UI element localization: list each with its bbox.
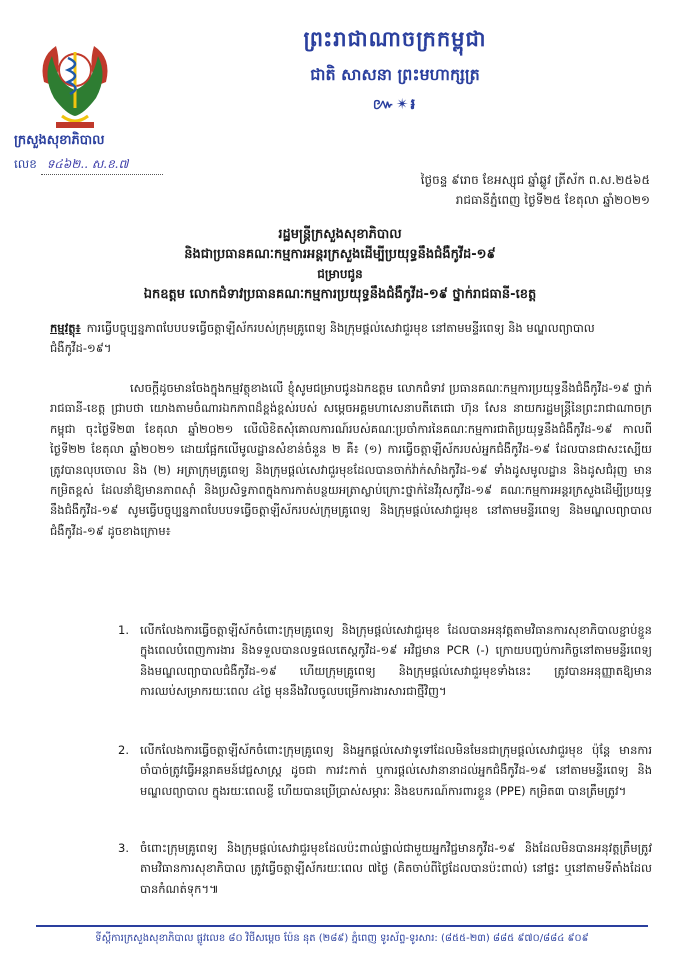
list-item-number: 3.	[118, 841, 129, 855]
subject-label: កម្មវត្ថុ៖	[50, 321, 81, 335]
recipient-title: ឯកឧត្តម លោកជំទាវប្រធានគណៈកម្មការប្រយុទ្ធនឹងជំងឺកូវីដ-១៩ ថ្នាក់រាជធានី-ខេត្ត	[143, 287, 537, 302]
reference-prefix: លេខ	[14, 157, 37, 171]
title-ornament: ៚✴៛	[372, 95, 418, 113]
subject-block	[50, 318, 650, 358]
reference-number: ទ៤៦២.. ស.ខ.៧	[41, 156, 163, 175]
subject-text: ការធ្វើបច្ចុប្បន្នភាពបែបបទធ្វើចត្តាឡីស័ករបស់ក្រុមគ្រូពេទ្យ និងក្រុមផ្តល់សេវាជួរមុខ នៅតាមមន្ទីរពេទ្យ និង មណ្ឌលព្យាបាលជំងឺកូវីដ-១៩។	[50, 321, 595, 355]
list-item-text: ចំពោះក្រុមគ្រូពេទ្យ និងក្រុមផ្តល់សេវាជួរមុខដែលប៉ះពាល់ផ្ទាល់ជាមួយអ្នកវិជ្ជមានកូវីដ-១៩ និងដែលមិនបានអនុវត្តត្រឹមត្រូវតាមវិធានការសុខាភិបាល ត្រូវធ្វើចត្តាឡីស័ករយៈពេល ៧ថ្ងៃ (គិតចាប់ពីថ្ងៃដែលបានប៉ះពាល់) នៅផ្ទះ ឬនៅតាមទីតាំងដែលបានកំណត់ទុក។៕	[140, 841, 652, 896]
footer-address: ទីស្តីការក្រសួងសុខាភិបាល ផ្លូវលេខ ៨០ វិថីសម្តេច ប៉ែន នុត (២៨៩) ភ្នំពេញ ទូរស័ព្ទ-ទូរសារ: (៨៥៥-២៣) ៨៨៥ ៩៧០/៨៨៤ ៩០៩	[95, 933, 589, 944]
solar-date: រាជធានីភ្នំពេញ ថ្ងៃទី២៥ ខែតុលា ឆ្នាំ២០២១	[455, 193, 650, 207]
list-item	[118, 740, 652, 801]
ministry-name: ក្រសួងសុខាភិបាល	[14, 133, 105, 148]
sender-role: និងជាប្រធានគណៈកម្មការអន្តរក្រសួងដើម្បីប្រយុទ្ធនឹងជំងឺកូវីដ-១៩	[184, 247, 496, 262]
sender-title: រដ្ឋមន្ត្រីក្រសួងសុខាភិបាល	[278, 227, 402, 242]
list-item	[118, 838, 652, 899]
footer-divider	[36, 925, 648, 927]
body-paragraph: សេចក្តីដូចមានចែងក្នុងកម្មវត្ថុខាងលើ ខ្ញុំសូមជម្រាបជូនឯកឧត្តម លោកជំទាវ ប្រធានគណៈកម្មការប្រយុទ្ធនឹងជំងឺកូវីដ-១៩ ថ្នាក់រាជធានី-ខេត្ត ជ្រាបថា យោងតាមចំណារឯកភាពដ៏ខ្ពង់ខ្ពស់របស់ សម្តេចអគ្គមហាសេនាបតីតេជោ ហ៊ុន សែន នាយករដ្ឋមន្ត្រីនៃព្រះរាជាណាចក្រកម្ពុជា ចុះថ្ងៃទី២៣ ខែតុលា ឆ្នាំ២០២១ លើលិខិតសុំគោលការណ៍របស់គណៈប្រចាំការនៃគណៈកម្មការជាតិប្រយុទ្ធនឹងជំងឺកូវីដ-១៩ កាលពីថ្ងៃទី២២ ខែតុលា ឆ្នាំ២០២១ ដោយផ្អែកលើមូលដ្ឋានសំខាន់ចំនួន ២ គឺ៖ (១) ការធ្វើចត្តាឡីស័ករបស់អ្នកជំងឺកូវីដ-១៩ ដែលបានជាសះស្បើយ ត្រូវបានលុបចោល និង (២) អត្រាក្រុមគ្រូពេទ្យ និងក្រុមផ្តល់សេវាជួរមុខដែលបានចាក់វ៉ាក់សាំងកូវីដ-១៩ ទាំងដូសមូលដ្ឋាន និងដូសជំរុញ មានកម្រិតខ្ពស់ ដែលនាំឱ្យមានភាពស៊ាំ និងប្រសិទ្ធភាពក្នុងការកាត់បន្ថយអត្រាស្លាប់ក្រោះថ្នាក់នៃវីរុសកូវីដ-១៩ គណៈកម្មការអន្តរក្រសួងដើម្បីប្រយុទ្ធនឹងជំងឺកូវីដ-១៩ សូមធ្វើបច្ចុប្បន្នភាពបែបបទធ្វើចត្តាឡីស័ករបស់ក្រុមគ្រូពេទ្យ និងក្រុមផ្តល់សេវាជួរមុខ នៅតាមមន្ទីរពេទ្យ និងមណ្ឌលព្យាបាលជំងឺកូវីដ-១៩ ដូចខាងក្រោម៖	[50, 381, 652, 538]
lunar-date: ថ្ងៃចន្ទ ៩រោច ខែអស្សុជ ឆ្នាំឆ្លូវ ត្រីស័ក ព.ស.២៥៦៥	[420, 173, 650, 187]
list-item-number: 1.	[118, 623, 129, 637]
reference-line	[14, 156, 163, 175]
national-motto: ជាតិ សាសនា ព្រះមហាក្សត្រ	[310, 65, 480, 84]
list-item	[118, 620, 652, 702]
kingdom-title: ព្រះរាជាណាចក្រកម្ពុជា	[303, 27, 487, 51]
list-item-text: លើកលែងការធ្វើចត្តាឡីស័កចំពោះក្រុមគ្រូពេទ្យ និងអ្នកផ្តល់សេវាទូទៅដែលមិនមែនជាក្រុមផ្តល់សេវាជួរមុខ ប៉ុន្តែ មានការចាំបាច់ត្រូវធ្វើអន្តរាគមន៍វេជ្ជសាស្ត្រ ដូចជា ការវះកាត់ ឬការផ្តល់សេវានានាដល់អ្នកជំងឺកូវីដ-១៩ នៅតាមមន្ទីរពេទ្យ និងមណ្ឌលព្យាបាល ក្នុងរយៈពេលខ្លី ហើយបានប្រើប្រាស់សម្ភារៈ និងឧបករណ៍ការពារខ្លួន (PPE) កម្រិត៣ បានត្រឹមត្រូវ។	[140, 743, 652, 798]
addressed-to-label: ជម្រាបជូន	[317, 267, 363, 281]
list-item-text: លើកលែងការធ្វើចត្តាឡីស័កចំពោះក្រុមគ្រូពេទ្យ និងក្រុមផ្តល់សេវាជួរមុខ ដែលបានអនុវត្តតាមវិធានការសុខាភិបាលខ្ជាប់ខ្ជួនក្នុងពេលបំពេញការងារ និងទទួលបានលទ្ធផលតេស្តកូវីដ-១៩ អវិជ្ជមាន PCR (-) ក្រោយបញ្ចប់ការកិច្ចនៅតាមមន្ទីរពេទ្យ និងមណ្ឌលព្យាបាលជំងឺកូវីដ-១៩ ហើយក្រុមគ្រូពេទ្យ និងក្រុមផ្តល់សេវាជួរមុខទាំងនេះ ត្រូវបានអនុញ្ញាតឱ្យមានការឈប់សម្រាករយៈពេល ៤ថ្ងៃ មុននឹងវិលចូលបម្រើការងារសារជាថ្មីវិញ។	[140, 623, 652, 699]
list-item-number: 2.	[118, 743, 129, 757]
